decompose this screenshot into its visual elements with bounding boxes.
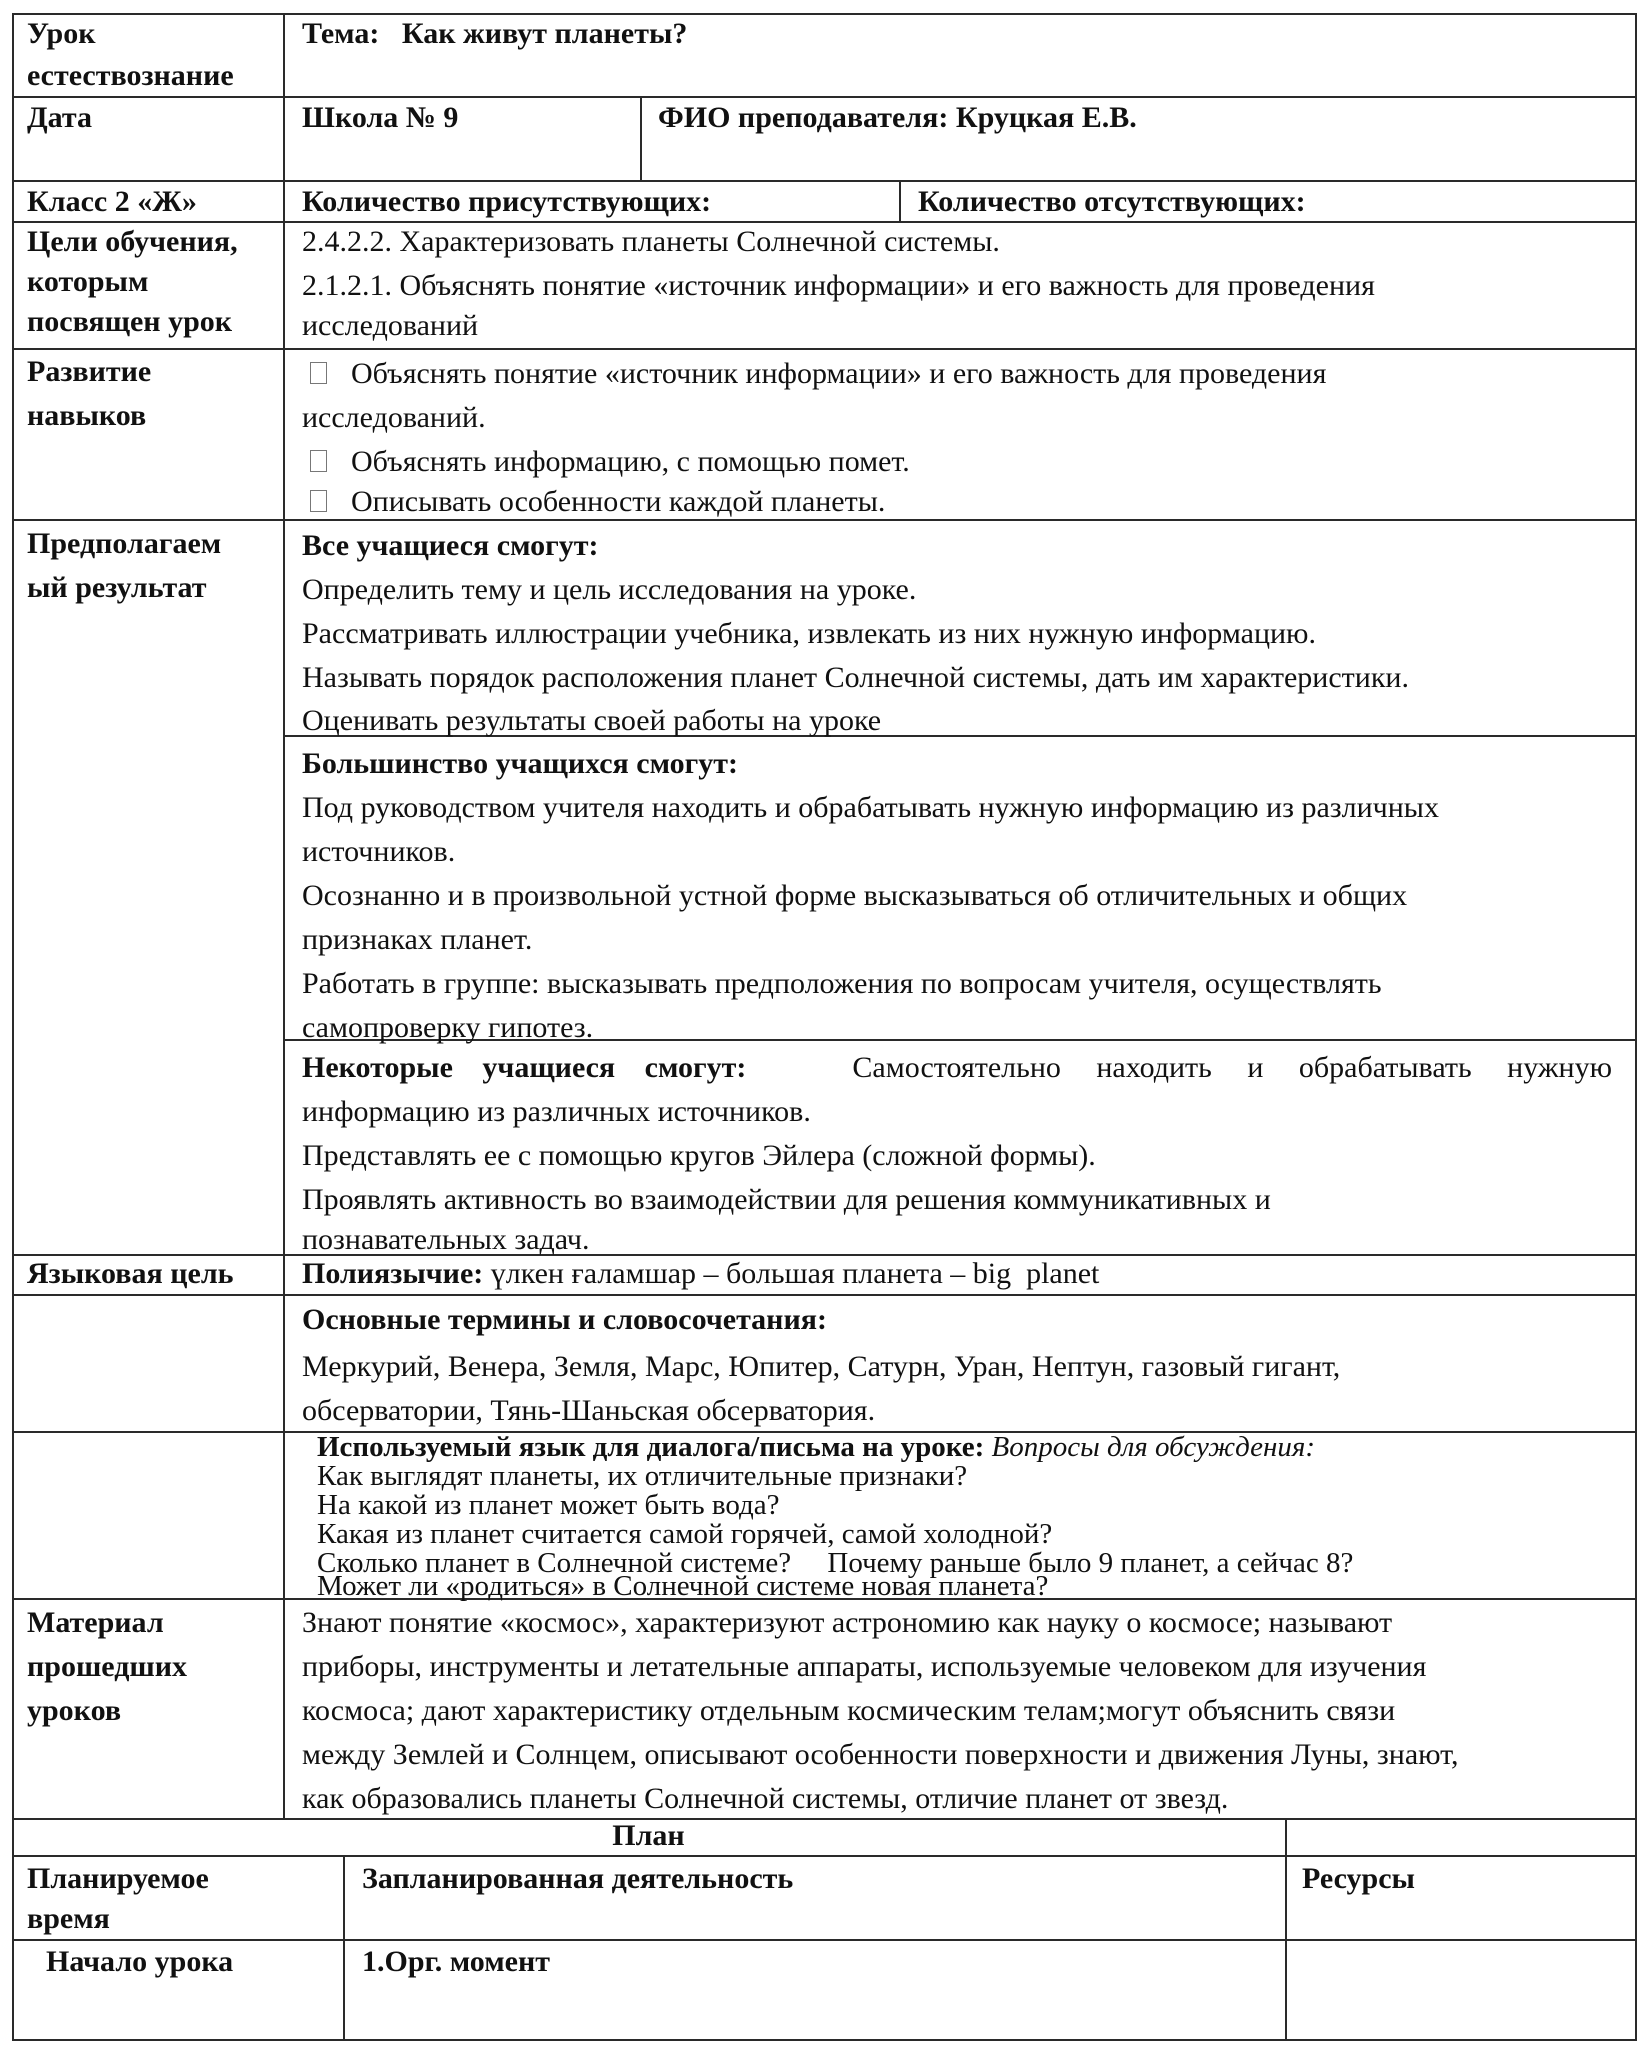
plan-row-activity: 1.Орг. момент	[362, 1945, 550, 1978]
goals-label-line: Цели обучения,	[27, 225, 238, 258]
school-teacher-divider	[640, 96, 642, 181]
goals-label-line: посвящен урок	[27, 305, 233, 338]
expected-some-heading: Некоторые учащиеся смогут:	[302, 1051, 747, 1084]
expected-all-line: Определить тему и цель исследования на уроке.	[302, 573, 917, 606]
expected-some-first-rest: Самостоятельно находить и обрабатывать нужную	[852, 1051, 1612, 1084]
plan-resources-divider	[1285, 1818, 1287, 2040]
row-sep	[12, 1939, 1637, 1941]
border-right	[1635, 13, 1637, 2041]
prior-label-line: прошедших	[27, 1650, 188, 1683]
checkbox-icon[interactable]	[310, 362, 327, 384]
row-sep	[12, 348, 1637, 350]
terms-heading: Основные термины и словосочетания:	[302, 1303, 827, 1336]
goal-line: 2.1.2.1. Объяснять понятие «источник информации» и его важность для проведения	[302, 269, 1375, 302]
border-bottom	[12, 2039, 1637, 2041]
dialog-question: На какой из планет может быть вода?	[317, 1489, 780, 1521]
goal-line: исследований	[302, 309, 479, 342]
expected-most-line: источников.	[302, 835, 456, 868]
topic-label: Тема:	[302, 17, 380, 50]
dialog-question: Как выглядят планеты, их отличительные признаки?	[317, 1460, 968, 1492]
prior-line: как образовались планеты Солнечной системы, отличие планет от звезд.	[302, 1782, 1229, 1815]
checkbox-icon[interactable]	[310, 490, 327, 512]
skill-text: Объяснять понятие «источник информации» и его важность для проведения	[351, 357, 1327, 390]
expected-most-heading: Большинство учащихся смогут:	[302, 747, 738, 780]
checkbox-icon[interactable]	[310, 450, 327, 472]
plan-title: План	[612, 1819, 685, 1852]
dialog-heading	[317, 1433, 1315, 1462]
expected-all-line: Называть порядок расположения планет Солнечной системы, дать им характеристики.	[302, 661, 1409, 694]
expected-label-line: ый результат	[27, 571, 207, 604]
prior-label-line: Материал	[27, 1606, 164, 1639]
expected-label-line: Предполагаем	[27, 527, 222, 560]
topic-value: Как живут планеты?	[401, 17, 688, 50]
skill-text: Объяснять информацию, с помощью помет.	[351, 445, 910, 478]
expected-all-line: Рассматривать иллюстрации учебника, извлекать из них нужную информацию.	[302, 617, 1316, 650]
expected-some-line: информацию из различных источников.	[302, 1095, 811, 1128]
expected-some-line: Проявлять активность во взаимодействии для решения коммуникативных и	[302, 1183, 1271, 1216]
goal-line: 2.4.2.2. Характеризовать планеты Солнечной системы.	[302, 225, 1000, 258]
plan-col-resources: Ресурсы	[1302, 1862, 1415, 1895]
school-name: Школа № 9	[302, 101, 459, 134]
plan-row-time: Начало урока	[46, 1945, 234, 1978]
expected-most-line: Осознанно и в произвольной устной форме высказываться об отличительных и общих	[302, 879, 1408, 912]
expected-some-first-line	[302, 1046, 1612, 1090]
class-label: Класс 2 «Ж»	[27, 185, 197, 218]
prior-label-line: уроков	[27, 1694, 122, 1727]
polylingual-label: Полиязычие:	[302, 1257, 484, 1290]
dialog-question: Какая из планет считается самой горячей, самой холодной?	[317, 1518, 1053, 1550]
dialog-question: Может ли «родиться» в Солнечной системе новая планета?	[317, 1570, 1049, 1602]
dialog-subheading: Вопросы для обсуждения:	[991, 1431, 1316, 1463]
prior-line: космоса; дают характеристику отдельным космическим телам;могут объяснить связи	[302, 1694, 1396, 1727]
skill-item	[302, 482, 885, 522]
expected-most-line: признаках планет.	[302, 923, 533, 956]
expected-all-heading: Все учащиеся смогут:	[302, 529, 599, 562]
present-count-label[interactable]: Количество присутствующих:	[302, 185, 712, 218]
border-left	[12, 13, 14, 2041]
expected-most-line: Под руководством учителя находить и обрабатывать нужную информацию из различных	[302, 791, 1439, 824]
terms-line: обсерватории, Тянь-Шаньская обсерватория.	[302, 1394, 876, 1427]
expected-most-line: самопроверку гипотез.	[302, 1011, 594, 1044]
date-label: Дата	[27, 101, 92, 134]
dialog-question: Сколько планет в Солнечной системе? Почему раньше было 9 планет, а сейчас 8?	[317, 1547, 1354, 1579]
expected-some-line: Представлять ее с помощью кругов Эйлера (сложной формы).	[302, 1139, 1096, 1172]
teacher	[658, 98, 1137, 138]
present-absent-divider	[899, 180, 901, 222]
skill-item	[302, 440, 910, 484]
skill-item	[302, 352, 1326, 396]
row-sep	[12, 180, 1637, 182]
language-label: Языковая цель	[27, 1257, 234, 1290]
prior-line: Знают понятие «космос», характеризуют астрономию как науку о космосе; называют	[302, 1606, 1393, 1639]
skill-item-cont: исследований.	[302, 401, 486, 434]
plan-time-divider	[343, 1855, 345, 2040]
skill-text: Описывать особенности каждой планеты.	[351, 485, 886, 518]
prior-line: приборы, инструменты и летательные аппараты, используемые человеком для изучения	[302, 1650, 1427, 1683]
polylingual-value: үлкен ғаламшар – большая планета – big planet	[490, 1257, 1100, 1290]
absent-count-label[interactable]: Количество отсутствующих:	[918, 185, 1306, 218]
label-column-divider	[283, 13, 285, 1819]
dialog-heading-label: Используемый язык для диалога/письма на уроке:	[317, 1431, 985, 1463]
goals-label-line: которым	[27, 265, 149, 298]
polylingual	[302, 1252, 1099, 1296]
plan-col-time-line: Планируемое	[27, 1862, 209, 1895]
prior-line: между Землей и Солнцем, описывают особенности поверхности и движения Луны, знают,	[302, 1738, 1459, 1771]
topic	[302, 14, 687, 54]
plan-col-time-line: время	[27, 1902, 110, 1935]
expected-most-line: Работать в группе: высказывать предположения по вопросам учителя, осуществлять	[302, 967, 1382, 1000]
expected-some-line: познавательных задач.	[302, 1223, 590, 1256]
lesson-label: Урок	[27, 17, 96, 50]
expected-all-line: Оценивать результаты своей работы на уроке	[302, 704, 882, 737]
teacher-name: Круцкая Е.В.	[955, 101, 1137, 134]
teacher-label: ФИО преподавателя:	[658, 101, 949, 134]
terms-line: Меркурий, Венера, Земля, Марс, Юпитер, Сатурн, Уран, Нептун, газовый гигант,	[302, 1350, 1341, 1383]
skills-label-line: навыков	[27, 399, 147, 432]
plan-col-activity: Запланированная деятельность	[362, 1862, 794, 1895]
skills-label-line: Развитие	[27, 355, 152, 388]
lesson-subject: естествознание	[27, 59, 234, 92]
border-top	[12, 13, 1637, 15]
